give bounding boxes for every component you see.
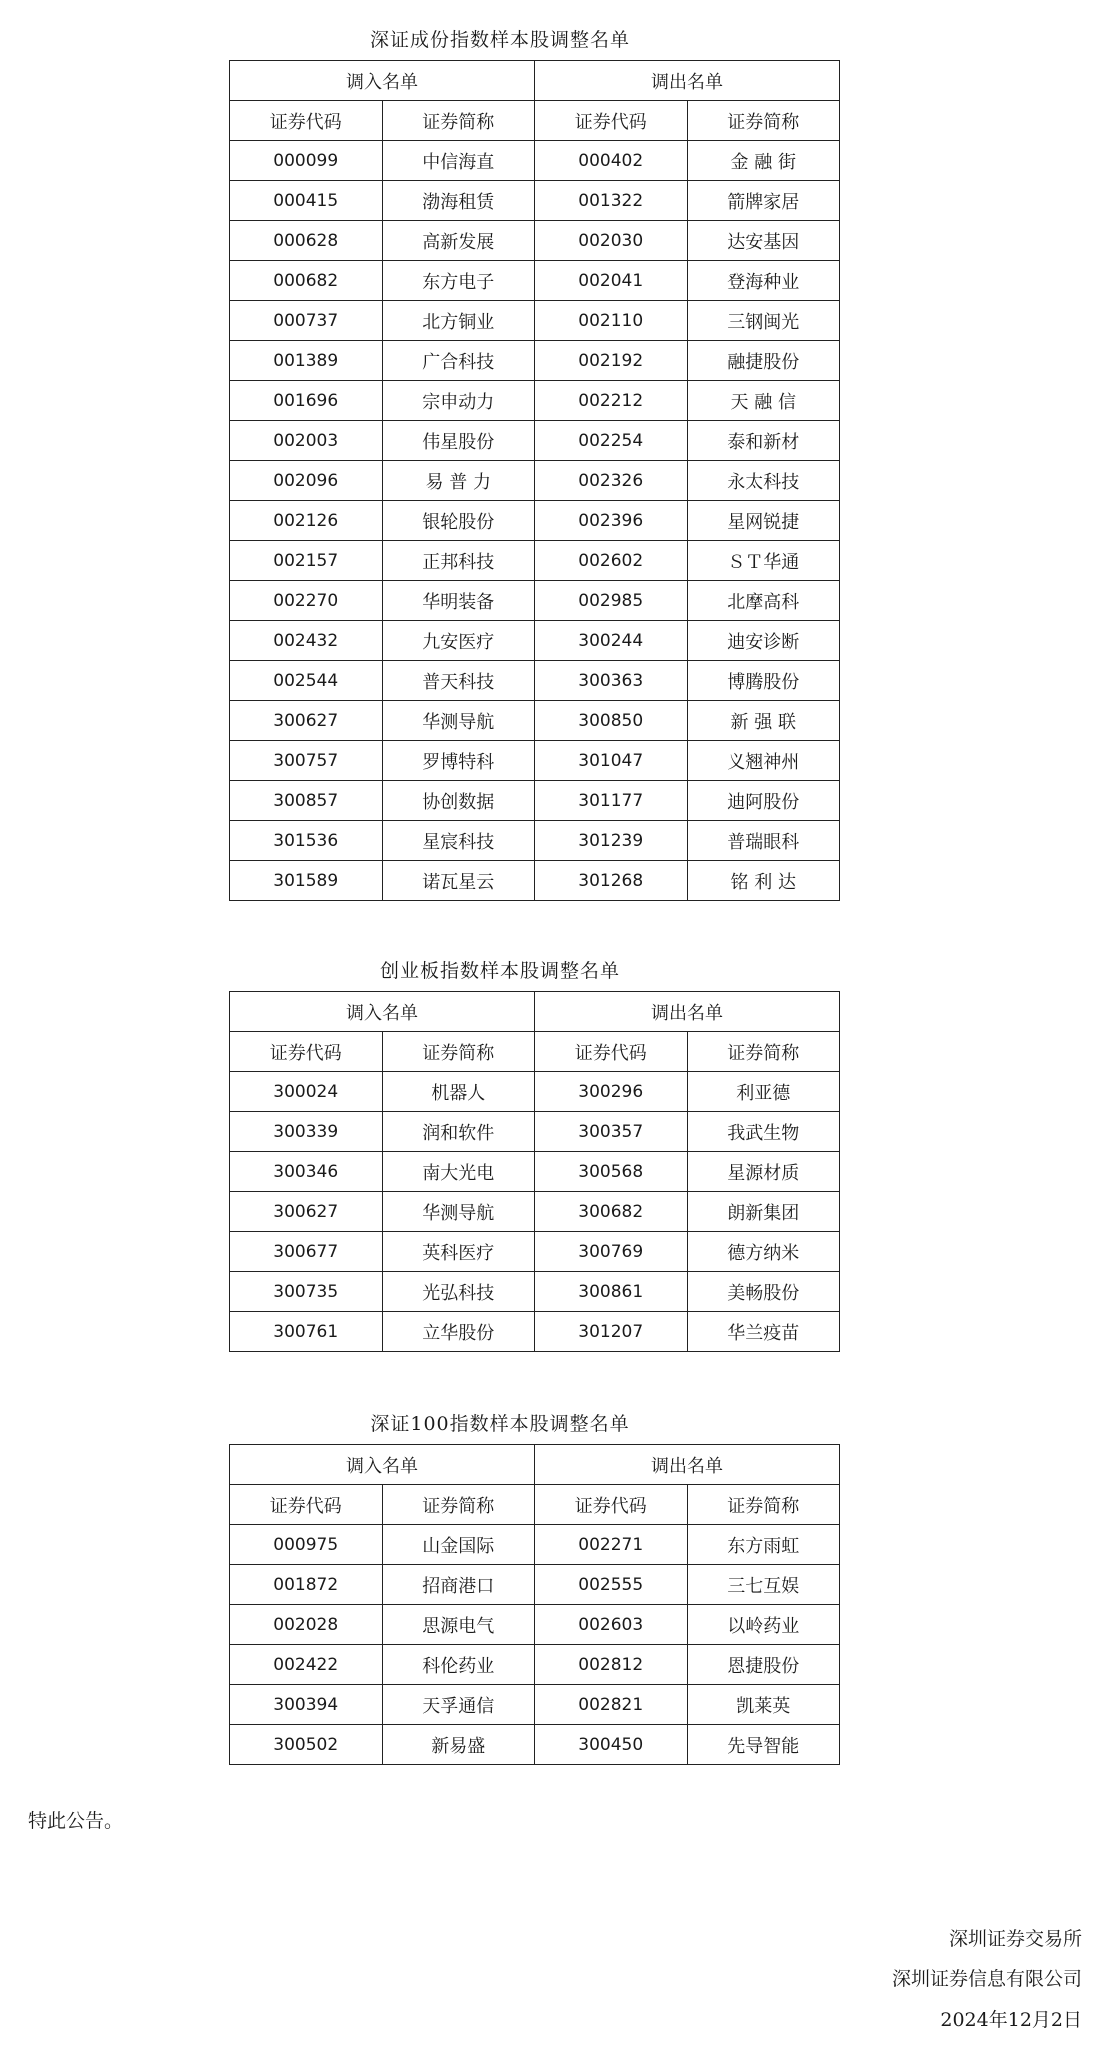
out-code-cell: 002812 (535, 1645, 688, 1685)
out-name-header: 证券简称 (687, 101, 840, 141)
in-code-cell: 301589 (230, 861, 383, 901)
in-code-cell: 002003 (230, 421, 383, 461)
in-name-cell: 伟星股份 (382, 421, 535, 461)
in-name-cell: 罗博特科 (382, 741, 535, 781)
in-name-cell: 广合科技 (382, 341, 535, 381)
table-row (230, 1725, 840, 1765)
in-name-cell: 宗申动力 (382, 381, 535, 421)
out-name-cell: 三七互娱 (687, 1565, 840, 1605)
out-name-cell: 义翘神州 (687, 741, 840, 781)
out-code-cell: 300363 (535, 661, 688, 701)
out-name-cell: 泰和新材 (687, 421, 840, 461)
table-group-header (230, 992, 840, 1032)
in-code-cell: 001872 (230, 1565, 383, 1605)
out-name-cell: 新 强 联 (687, 701, 840, 741)
table-row (230, 1232, 840, 1272)
table-row (230, 1272, 840, 1312)
in-code-cell: 300761 (230, 1312, 383, 1352)
out-code-cell: 301268 (535, 861, 688, 901)
out-code-cell: 300450 (535, 1725, 688, 1765)
table-row (230, 701, 840, 741)
table-row (230, 1312, 840, 1352)
in-code-cell: 002432 (230, 621, 383, 661)
table-column-header (230, 1032, 840, 1072)
in-code-cell: 002028 (230, 1605, 383, 1645)
table-row (230, 1112, 840, 1152)
in-name-cell: 南大光电 (382, 1152, 535, 1192)
out-code-cell: 000402 (535, 141, 688, 181)
in-name-header: 证券简称 (382, 101, 535, 141)
out-code-cell: 300682 (535, 1192, 688, 1232)
in-code-cell: 300502 (230, 1725, 383, 1765)
out-list-header: 调出名单 (535, 992, 840, 1032)
out-code-cell: 002254 (535, 421, 688, 461)
in-code-cell: 002126 (230, 501, 383, 541)
in-code-cell: 300627 (230, 1192, 383, 1232)
in-name-cell: 九安医疗 (382, 621, 535, 661)
out-name-cell: 华兰疫苗 (687, 1312, 840, 1352)
table-row (230, 301, 840, 341)
table-row (230, 1645, 840, 1685)
adjustment-table (229, 991, 840, 1352)
in-name-cell: 协创数据 (382, 781, 535, 821)
table-row (230, 1565, 840, 1605)
out-name-cell: 铭 利 达 (687, 861, 840, 901)
in-code-cell: 000099 (230, 141, 383, 181)
table-row (230, 541, 840, 581)
in-name-cell: 渤海租赁 (382, 181, 535, 221)
table-row (230, 141, 840, 181)
in-list-header: 调入名单 (230, 61, 535, 101)
out-name-cell: 融捷股份 (687, 341, 840, 381)
out-name-cell: 迪阿股份 (687, 781, 840, 821)
out-name-cell: 凯莱英 (687, 1685, 840, 1725)
out-code-cell: 002041 (535, 261, 688, 301)
in-code-cell: 300627 (230, 701, 383, 741)
out-name-cell: ＳＴ华通 (687, 541, 840, 581)
table-group-header (230, 61, 840, 101)
in-name-cell: 北方铜业 (382, 301, 535, 341)
in-code-cell: 000415 (230, 181, 383, 221)
table-row (230, 381, 840, 421)
out-name-cell: 先导智能 (687, 1725, 840, 1765)
in-name-cell: 星宸科技 (382, 821, 535, 861)
table-row (230, 781, 840, 821)
table-column-header (230, 101, 840, 141)
in-code-cell: 300757 (230, 741, 383, 781)
in-name-header: 证券简称 (382, 1485, 535, 1525)
out-name-cell: 我武生物 (687, 1112, 840, 1152)
in-code-cell: 002096 (230, 461, 383, 501)
table-group-header (230, 1445, 840, 1485)
out-code-cell: 002602 (535, 541, 688, 581)
out-name-cell: 星网锐捷 (687, 501, 840, 541)
notice-date: 2024年12月2日 (940, 2009, 1082, 2031)
out-code-cell: 002555 (535, 1565, 688, 1605)
table-row (230, 621, 840, 661)
table-row (230, 1192, 840, 1232)
in-name-cell: 思源电气 (382, 1605, 535, 1645)
in-code-cell: 000737 (230, 301, 383, 341)
in-name-header: 证券简称 (382, 1032, 535, 1072)
out-code-cell: 300861 (535, 1272, 688, 1312)
in-name-cell: 招商港口 (382, 1565, 535, 1605)
in-name-cell: 中信海直 (382, 141, 535, 181)
out-name-cell: 德方纳米 (687, 1232, 840, 1272)
table-row (230, 821, 840, 861)
out-code-cell: 301239 (535, 821, 688, 861)
out-name-header: 证券简称 (687, 1485, 840, 1525)
out-code-cell: 002030 (535, 221, 688, 261)
out-code-cell: 301207 (535, 1312, 688, 1352)
in-name-cell: 华明装备 (382, 581, 535, 621)
out-name-cell: 迪安诊断 (687, 621, 840, 661)
in-name-cell: 机器人 (382, 1072, 535, 1112)
table-row (230, 1072, 840, 1112)
in-list-header: 调入名单 (230, 992, 535, 1032)
in-name-cell: 银轮股份 (382, 501, 535, 541)
in-code-header: 证券代码 (230, 1032, 383, 1072)
out-code-cell: 001322 (535, 181, 688, 221)
out-name-cell: 箭牌家居 (687, 181, 840, 221)
section-title: 深证100指数样本股调整名单 (370, 1413, 630, 1435)
out-name-cell: 星源材质 (687, 1152, 840, 1192)
in-name-cell: 山金国际 (382, 1525, 535, 1565)
out-name-cell: 恩捷股份 (687, 1645, 840, 1685)
out-code-header: 证券代码 (535, 1032, 688, 1072)
out-code-cell: 002110 (535, 301, 688, 341)
out-code-cell: 002326 (535, 461, 688, 501)
out-code-cell: 002192 (535, 341, 688, 381)
out-name-cell: 永太科技 (687, 461, 840, 501)
out-name-cell: 达安基因 (687, 221, 840, 261)
table-row (230, 421, 840, 461)
in-code-cell: 002422 (230, 1645, 383, 1685)
in-code-cell: 300394 (230, 1685, 383, 1725)
table-row (230, 741, 840, 781)
in-name-cell: 易 普 力 (382, 461, 535, 501)
out-code-cell: 002821 (535, 1685, 688, 1725)
in-code-cell: 002157 (230, 541, 383, 581)
issuer-info-company: 深圳证券信息有限公司 (891, 1968, 1082, 1990)
out-name-cell: 美畅股份 (687, 1272, 840, 1312)
in-name-cell: 天孚通信 (382, 1685, 535, 1725)
in-code-cell: 301536 (230, 821, 383, 861)
in-name-cell: 普天科技 (382, 661, 535, 701)
in-list-header: 调入名单 (230, 1445, 535, 1485)
table-row (230, 261, 840, 301)
table-row (230, 1152, 840, 1192)
in-code-cell: 000682 (230, 261, 383, 301)
in-name-cell: 华测导航 (382, 1192, 535, 1232)
out-name-cell: 三钢闽光 (687, 301, 840, 341)
out-name-cell: 利亚德 (687, 1072, 840, 1112)
out-code-cell: 002985 (535, 581, 688, 621)
in-name-cell: 新易盛 (382, 1725, 535, 1765)
adjustment-table (229, 1444, 840, 1765)
out-code-cell: 300850 (535, 701, 688, 741)
out-code-cell: 300769 (535, 1232, 688, 1272)
out-name-cell: 博腾股份 (687, 661, 840, 701)
table-row (230, 1605, 840, 1645)
table-row (230, 861, 840, 901)
in-name-cell: 光弘科技 (382, 1272, 535, 1312)
in-code-header: 证券代码 (230, 101, 383, 141)
out-code-cell: 300568 (535, 1152, 688, 1192)
table-row (230, 661, 840, 701)
out-code-cell: 300244 (535, 621, 688, 661)
in-name-cell: 高新发展 (382, 221, 535, 261)
out-code-cell: 002271 (535, 1525, 688, 1565)
table-row (230, 181, 840, 221)
out-name-cell: 北摩高科 (687, 581, 840, 621)
in-name-cell: 华测导航 (382, 701, 535, 741)
in-code-cell: 002270 (230, 581, 383, 621)
table-column-header (230, 1485, 840, 1525)
out-code-cell: 300296 (535, 1072, 688, 1112)
out-name-cell: 天 融 信 (687, 381, 840, 421)
table-row (230, 461, 840, 501)
out-name-cell: 东方雨虹 (687, 1525, 840, 1565)
out-name-cell: 金 融 街 (687, 141, 840, 181)
closing-notice: 特此公告。 (28, 1810, 124, 1832)
out-name-cell: 朗新集团 (687, 1192, 840, 1232)
section-title: 深证成份指数样本股调整名单 (369, 29, 630, 51)
out-code-cell: 002396 (535, 501, 688, 541)
out-code-header: 证券代码 (535, 101, 688, 141)
in-code-cell: 300339 (230, 1112, 383, 1152)
out-code-header: 证券代码 (535, 1485, 688, 1525)
section-title: 创业板指数样本股调整名单 (379, 960, 620, 982)
out-name-cell: 登海种业 (687, 261, 840, 301)
in-code-cell: 001696 (230, 381, 383, 421)
in-code-cell: 300857 (230, 781, 383, 821)
issuer-exchange: 深圳证券交易所 (948, 1928, 1082, 1950)
table-row (230, 501, 840, 541)
table-row (230, 1685, 840, 1725)
in-name-cell: 正邦科技 (382, 541, 535, 581)
section-szci (0, 20, 1112, 901)
out-code-cell: 301047 (535, 741, 688, 781)
out-list-header: 调出名单 (535, 61, 840, 101)
table-row (230, 221, 840, 261)
out-name-header: 证券简称 (687, 1032, 840, 1072)
table-row (230, 341, 840, 381)
table-row (230, 581, 840, 621)
section-chinext (0, 951, 1112, 1352)
in-code-cell: 300346 (230, 1152, 383, 1192)
in-name-cell: 英科医疗 (382, 1232, 535, 1272)
out-name-cell: 以岭药业 (687, 1605, 840, 1645)
in-code-cell: 001389 (230, 341, 383, 381)
out-name-cell: 普瑞眼科 (687, 821, 840, 861)
in-name-cell: 科伦药业 (382, 1645, 535, 1685)
out-code-cell: 002603 (535, 1605, 688, 1645)
out-code-cell: 002212 (535, 381, 688, 421)
table-row (230, 1525, 840, 1565)
out-code-cell: 301177 (535, 781, 688, 821)
in-name-cell: 立华股份 (382, 1312, 535, 1352)
adjustment-table (229, 60, 840, 901)
in-name-cell: 润和软件 (382, 1112, 535, 1152)
section-sz100 (0, 1404, 1112, 1765)
in-code-cell: 000975 (230, 1525, 383, 1565)
in-code-cell: 000628 (230, 221, 383, 261)
in-name-cell: 诺瓦星云 (382, 861, 535, 901)
out-code-cell: 300357 (535, 1112, 688, 1152)
in-code-cell: 300024 (230, 1072, 383, 1112)
in-code-cell: 002544 (230, 661, 383, 701)
in-name-cell: 东方电子 (382, 261, 535, 301)
in-code-header: 证券代码 (230, 1485, 383, 1525)
in-code-cell: 300677 (230, 1232, 383, 1272)
out-list-header: 调出名单 (535, 1445, 840, 1485)
in-code-cell: 300735 (230, 1272, 383, 1312)
